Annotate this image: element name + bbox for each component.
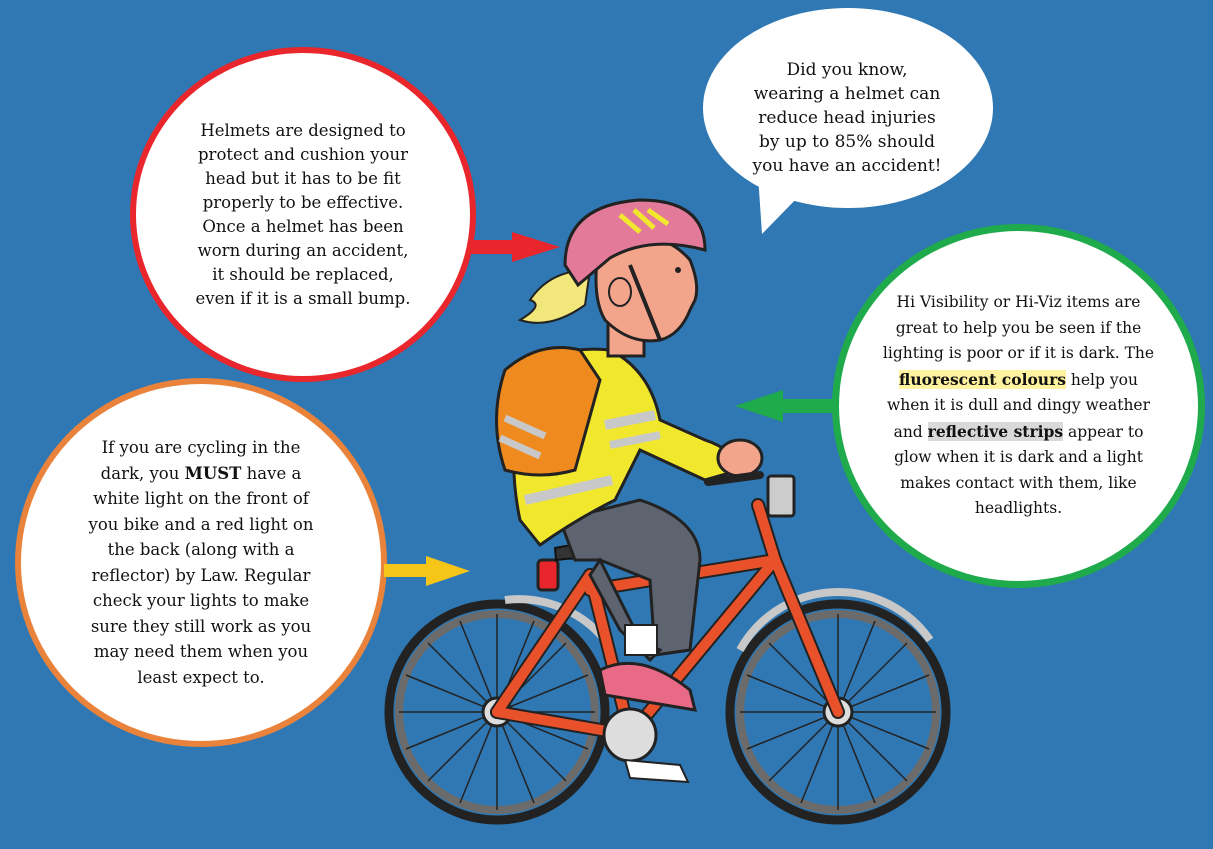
front-light-icon (768, 476, 794, 516)
chainring (604, 709, 656, 761)
hiviz-text-part1: Hi Visibility or Hi-Viz items are great to help you be seen if the lighting is poor or if it is dark. The (882, 293, 1155, 363)
lights-arrow-icon (384, 556, 470, 586)
hiviz-arrow-icon (735, 390, 836, 422)
helmet-info-text: Helmets are designed to protect and cushion your head but it has to be fit properly to be effective. Once a helmet has been worn during an accident, it should be replaced, even if it is a small bump. (195, 120, 411, 308)
fact-bubble-text: Did you know, wearing a helmet can reduce head injuries by up to 85% should you have an accident! (752, 60, 942, 176)
hiviz-highlight-reflective: reflective strips (927, 421, 1064, 441)
hiviz-text-part3: appear to glow when it is dark and a light makes contact with them, like headlights. (894, 422, 1144, 518)
rear-light-icon (538, 560, 558, 590)
hiviz-text-part2: help you when it is dull and dingy weather and (886, 370, 1151, 441)
helmet-arrow-icon (470, 232, 560, 262)
hiviz-highlight-fluorescent: fluorescent colours (899, 369, 1066, 389)
lights-text-part2: have a white light on the front of you bike and a red light on the back (along with a reflector) by Law. Regular check your lights to make sure they still work as you may need them when you least expect to. (88, 463, 314, 687)
lights-text-part1: If you are cycling in the dark, you (100, 438, 301, 483)
lights-text-emphasis: MUST (184, 463, 242, 483)
